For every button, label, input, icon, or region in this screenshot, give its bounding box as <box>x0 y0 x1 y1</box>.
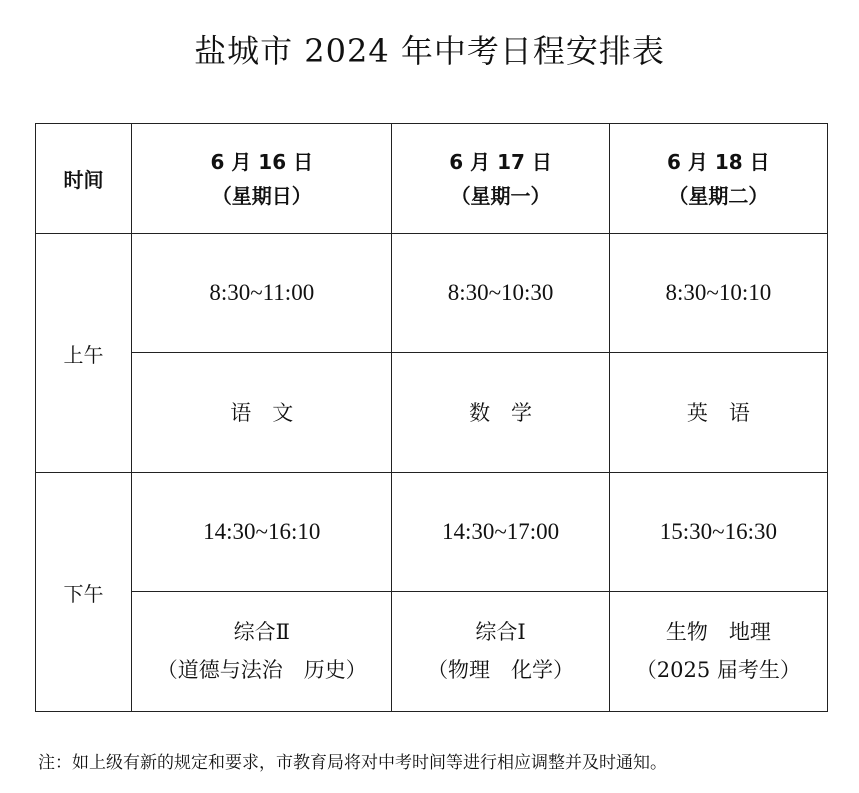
subject-cell <box>392 352 609 472</box>
morning-time-row <box>36 234 828 352</box>
morning-subject-row <box>36 352 828 472</box>
exam-subject: 生物 地理 <box>665 620 771 645</box>
subject-cell <box>132 591 392 711</box>
exam-subject: 数 学 <box>469 401 533 426</box>
exam-subject: 综合Ⅱ <box>233 620 290 645</box>
day-header-cell <box>132 124 392 234</box>
exam-subject-detail: （2025 届考生） <box>635 658 801 683</box>
period-cell-afternoon <box>36 473 132 712</box>
time-cell <box>392 473 609 591</box>
afternoon-subject-row <box>36 591 828 711</box>
header-row <box>36 124 828 234</box>
exam-time: 8:30~10:10 <box>665 280 772 306</box>
exam-time: 8:30~11:00 <box>209 280 315 306</box>
time-cell <box>609 234 827 352</box>
schedule-table <box>35 123 828 712</box>
exam-subject-detail: （物理 化学） <box>427 658 575 683</box>
subject-cell <box>392 591 609 711</box>
exam-subject: 语 文 <box>230 401 294 426</box>
period-cell-morning <box>36 234 132 473</box>
day-header-cell <box>609 124 827 234</box>
time-header-label: 时间 <box>63 168 104 193</box>
subject-cell <box>132 352 392 472</box>
exam-time: 15:30~16:30 <box>659 518 777 544</box>
day-header-cell <box>392 124 609 234</box>
page-title: 盐城市 2024 年中考日程安排表 <box>194 32 665 70</box>
time-header-cell <box>36 124 132 234</box>
time-cell <box>132 473 392 591</box>
day-date: 6 月 17 日 <box>449 149 552 174</box>
exam-time: 14:30~16:10 <box>203 518 321 544</box>
period-label: 下午 <box>63 581 104 606</box>
exam-time: 8:30~10:30 <box>447 280 554 306</box>
exam-subject-detail: （道德与法治 历史） <box>156 658 367 683</box>
subject-cell <box>609 591 827 711</box>
exam-time: 14:30~17:00 <box>441 518 560 544</box>
period-label: 上午 <box>63 342 104 367</box>
day-weekday: （星期二） <box>668 183 769 208</box>
time-cell <box>392 234 609 352</box>
day-weekday: （星期一） <box>450 183 551 208</box>
footnote: 注：如上级有新的规定和要求，市教育局将对中考时间等进行相应调整并及时通知。 <box>38 753 667 773</box>
time-cell <box>609 473 827 591</box>
time-cell <box>132 234 392 352</box>
exam-subject: 英 语 <box>686 401 750 426</box>
day-date: 6 月 16 日 <box>210 149 314 174</box>
exam-subject: 综合Ⅰ <box>475 620 526 645</box>
subject-cell <box>609 352 827 472</box>
day-date: 6 月 18 日 <box>667 149 770 174</box>
afternoon-time-row <box>36 473 828 591</box>
day-weekday: （星期日） <box>211 183 312 208</box>
